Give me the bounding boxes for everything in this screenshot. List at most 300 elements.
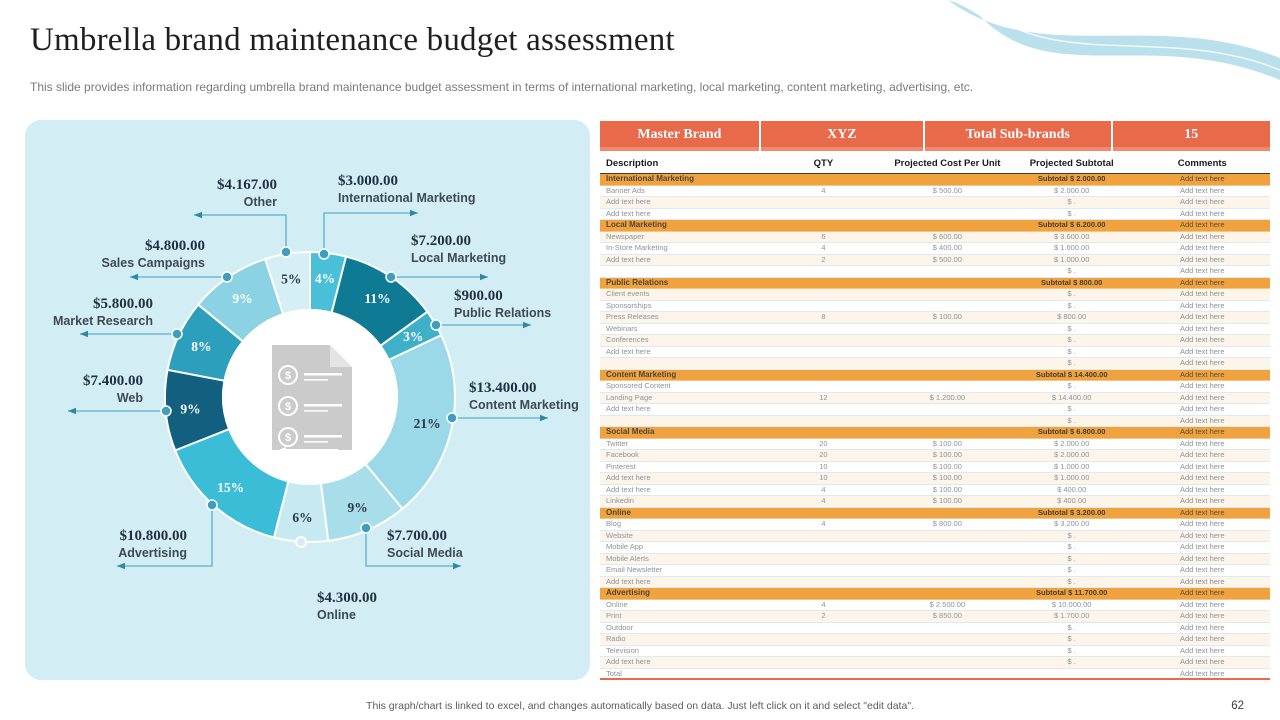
cell: Add text here: [1179, 185, 1225, 195]
cell: 6: [821, 231, 826, 241]
cell: International Marketing: [606, 174, 695, 183]
cell: $ 2.000.00: [1053, 450, 1090, 459]
cell: Subtotal $ 14.400.00: [1035, 369, 1108, 379]
cell: $ .: [1067, 657, 1076, 666]
cell: [600, 416, 761, 427]
callout-label: Web: [116, 391, 143, 405]
cell: $ 400.00: [1057, 484, 1087, 494]
cell: $ .: [1067, 381, 1076, 390]
pie-slice-pct-social-media: 9%: [347, 500, 368, 516]
cell: $ 2.000.00: [1053, 185, 1090, 195]
cell: $ .: [1067, 622, 1076, 632]
section-row-online: [600, 508, 1270, 520]
cell: Outdoor: [606, 622, 634, 632]
cell: 2: [821, 611, 826, 620]
leader-dot-online: [296, 537, 306, 547]
table-row: [600, 554, 1270, 566]
cell: Public Relations: [606, 277, 669, 287]
table-row: [600, 209, 1270, 221]
callout-amount: $10.800.00: [119, 528, 187, 544]
callout-label: Other: [243, 195, 277, 209]
cell: $ .: [1067, 404, 1076, 413]
col-projected-cost: Projected Cost Per Unit: [894, 158, 1001, 169]
table-row: [600, 565, 1270, 577]
callout-amount: $7.200.00: [411, 233, 471, 249]
cell: [886, 301, 1009, 312]
section-row-local-marketing: [600, 220, 1270, 232]
cell: [886, 531, 1009, 542]
cell: Webinars: [606, 323, 638, 333]
cell: Add text here: [1179, 415, 1225, 425]
cell: [1009, 669, 1135, 679]
cell: 4: [821, 484, 826, 494]
leader-arrow-content-marketing: [540, 415, 548, 421]
table-row: [600, 347, 1270, 359]
cell: [761, 577, 886, 588]
cell: [886, 623, 1009, 634]
callout-label: Content Marketing: [469, 398, 579, 412]
cell: [761, 531, 886, 542]
cell: Add text here: [1179, 254, 1225, 264]
cell: $ 100.00: [932, 461, 962, 471]
pie-slice-pct-other: 5%: [281, 271, 302, 287]
cell: Add text here: [606, 346, 651, 356]
cell: Add text here: [606, 208, 651, 218]
cell: $ .: [1067, 553, 1076, 563]
table-row: [600, 634, 1270, 646]
cell: Print: [606, 611, 622, 620]
cell: Landing Page: [606, 392, 653, 402]
table-row: [600, 255, 1270, 267]
table-rows: [600, 174, 1270, 680]
cell: [886, 289, 1009, 300]
cell: [761, 381, 886, 392]
table-row: [600, 197, 1270, 209]
cell: $ 400.00: [1057, 496, 1087, 505]
pie-slice-pct-market-research: 8%: [191, 338, 212, 354]
cell: $ .: [1067, 289, 1076, 298]
callout-web: [83, 373, 143, 407]
cell: $ 1.000.00: [1053, 254, 1090, 264]
cell: Add text here: [1179, 220, 1225, 229]
cell: Linkedin: [606, 496, 634, 505]
pencil-bar-icon: [286, 449, 338, 454]
cell: [886, 266, 1009, 277]
leader-dot-public-relations: [431, 320, 441, 330]
cell: $ 2.000.00: [1053, 438, 1090, 448]
cell: [886, 646, 1009, 657]
section-row-content-marketing: [600, 370, 1270, 382]
table-row: [600, 324, 1270, 336]
table-row: [600, 600, 1270, 612]
cell: [886, 588, 1009, 599]
cell: Add text here: [1179, 358, 1225, 367]
cell: [886, 427, 1009, 438]
cell: Add text here: [1179, 174, 1225, 183]
cell: $ 100.00: [932, 496, 962, 505]
cell: Add text here: [1179, 208, 1225, 218]
dollar-glyph: $: [284, 401, 292, 413]
cell: Add text here: [1179, 588, 1225, 597]
col-comments: Comments: [1177, 158, 1227, 169]
cell: $ .: [1067, 358, 1076, 367]
cell: [761, 278, 886, 289]
callout-amount: $7.400.00: [83, 373, 143, 389]
cell: [761, 427, 886, 438]
leader-arrow-local-marketing: [480, 274, 488, 280]
cell: Press Releases: [606, 312, 659, 321]
cell: Banner Ads: [606, 185, 645, 195]
cell: 4: [821, 243, 826, 252]
cell: Add text here: [1179, 668, 1225, 678]
cell: Add text here: [1179, 300, 1225, 310]
cell: [886, 565, 1009, 576]
cell: [761, 324, 886, 335]
budget-table[interactable]: [600, 121, 1270, 679]
cell: [886, 416, 1009, 427]
document-line: [304, 404, 342, 407]
master-brand-value: XYZ: [761, 121, 925, 151]
pie-slice-pct-international-marketing: 4%: [314, 270, 336, 286]
cell: Sponsored Content: [606, 381, 671, 390]
cell: [761, 623, 886, 634]
cell: [886, 381, 1009, 392]
callout-other: [217, 177, 277, 211]
cell: Add text here: [606, 484, 651, 494]
callout-market-research: [53, 296, 153, 330]
cell: 8: [821, 312, 826, 321]
cell: $ .: [1067, 300, 1076, 310]
leader-dot-social-media: [361, 523, 371, 533]
cell: $ 100.00: [932, 484, 962, 494]
dollar-glyph: $: [284, 370, 292, 382]
cell: [886, 278, 1009, 289]
pie-slice-pct-web: 9%: [180, 401, 201, 417]
leader-arrow-public-relations: [523, 322, 531, 328]
cell: Advertising: [606, 588, 651, 597]
leader-arrow-social-media: [453, 563, 461, 569]
cell: [886, 197, 1009, 208]
cell: $ 100.00: [932, 473, 962, 482]
cell: Content Marketing: [606, 369, 677, 379]
callout-amount: $3.000.00: [338, 173, 398, 189]
cell: [886, 335, 1009, 346]
cell: 10: [819, 461, 828, 471]
cell: 4: [821, 519, 826, 528]
cell: Add text here: [1179, 553, 1225, 563]
cell: $ 800.00: [932, 519, 962, 528]
leader-dot-local-marketing: [386, 272, 396, 282]
cell: [886, 209, 1009, 220]
callout-online: [317, 590, 377, 624]
cell: Social Media: [606, 427, 655, 436]
document-line: [304, 410, 328, 412]
cell: [886, 634, 1009, 645]
cell: Add text here: [1179, 427, 1225, 436]
cell: [886, 220, 1009, 231]
cell: 12: [819, 392, 828, 402]
cell: Add text here: [1179, 576, 1225, 586]
cell: $ .: [1067, 645, 1076, 655]
cell: [886, 508, 1009, 519]
section-row-public-relations: [600, 278, 1270, 290]
table-row: [600, 623, 1270, 635]
cell: Add text here: [1179, 346, 1225, 356]
col-description: Description: [606, 158, 659, 169]
table-master-header: [600, 121, 1270, 151]
table-row: [600, 450, 1270, 462]
callout-social-media: [387, 528, 463, 562]
callout-local-marketing: [411, 233, 506, 267]
cell: [761, 370, 886, 381]
table-row: [600, 416, 1270, 428]
leader-dot-international-marketing: [319, 249, 329, 259]
cell: $ .: [1067, 576, 1076, 586]
cell: Pinterest: [606, 461, 636, 471]
cell: $ .: [1067, 530, 1076, 540]
cell: Add text here: [606, 576, 651, 586]
cell: 10: [819, 473, 828, 482]
cell: [761, 174, 886, 185]
cell: $ .: [1067, 197, 1076, 206]
cell: [761, 266, 886, 277]
pie-slice-pct-public-relations: 3%: [403, 328, 424, 344]
cell: Add text here: [1179, 266, 1225, 275]
cell: $ 500.00: [932, 254, 962, 264]
callout-label: Local Marketing: [411, 251, 507, 265]
cell: Add text here: [1179, 530, 1225, 540]
leader-dot-market-research: [172, 329, 182, 339]
cell: $ 850.00: [932, 611, 962, 620]
table-row: [600, 439, 1270, 451]
cell: Add text here: [1179, 450, 1225, 459]
cell: Mobile Alerts: [606, 553, 649, 563]
cell: [886, 554, 1009, 565]
cell: $ .: [1067, 565, 1076, 574]
cell: $ 14.400.00: [1051, 392, 1092, 402]
cell: Add text here: [1179, 197, 1225, 206]
cell: Add text here: [1179, 565, 1225, 574]
callout-international-marketing: [338, 173, 476, 207]
cell: [761, 508, 886, 519]
cell: Add text here: [606, 254, 651, 264]
cell: Total: [606, 668, 622, 678]
table-row: [600, 335, 1270, 347]
cell: 20: [819, 438, 828, 448]
callout-sales-campaigns: [101, 238, 205, 272]
cell: Add text here: [1179, 645, 1225, 655]
cell: $ .: [1067, 323, 1076, 333]
total-subbrands-value: 15: [1184, 127, 1199, 142]
cell: Mobile App: [606, 542, 644, 551]
cell: [761, 542, 886, 553]
cell: Add text here: [1179, 438, 1225, 448]
table-row: [600, 519, 1270, 531]
cell: Add text here: [1179, 392, 1225, 402]
cell: [600, 358, 761, 369]
cell: Add text here: [1179, 323, 1225, 333]
total-subbrands-label: Total Sub-brands: [925, 121, 1113, 151]
cell: [761, 289, 886, 300]
cell: Subtotal $ 2.000.00: [1037, 174, 1106, 183]
leader-line-international-marketing: [324, 213, 418, 254]
cell: Add text here: [1179, 484, 1225, 494]
callout-amount: $4.167.00: [217, 177, 277, 193]
document-line: [304, 435, 342, 438]
table-row: [600, 186, 1270, 198]
page-subtitle: This slide provides information regarding umbrella brand maintenance budget assessment in terms of international marketing, local marketing, content marketing, advertising, etc.: [30, 80, 974, 94]
cell: $ 100.00: [932, 450, 962, 459]
cell: Add text here: [1179, 461, 1225, 471]
cell: $ 600.00: [932, 231, 962, 241]
cell: $ 2.500.00: [929, 599, 966, 609]
cell: Add text here: [1179, 312, 1225, 321]
callout-content-marketing: [469, 380, 579, 414]
cell: [761, 554, 886, 565]
cell: $ .: [1067, 542, 1076, 551]
cell: $ 100.00: [932, 312, 962, 321]
cell: $ 1.600.00: [1053, 243, 1090, 252]
cell: $ 400.00: [932, 243, 962, 252]
col-projected-subtotal: Projected Subtotal: [1029, 158, 1114, 169]
cell: Online: [606, 599, 628, 609]
section-row-international-marketing: [600, 174, 1270, 186]
cell: Add text here: [1179, 381, 1225, 390]
cell: Client events: [606, 289, 650, 298]
cell: Sponsorships: [606, 300, 652, 310]
cell: Add text here: [1179, 496, 1225, 505]
leader-arrow-web: [68, 408, 76, 414]
cell: Add text here: [1179, 243, 1225, 252]
callout-label: Sales Campaigns: [101, 256, 205, 270]
cell: [761, 301, 886, 312]
table-row: [600, 611, 1270, 623]
cell: [886, 657, 1009, 668]
cell: [600, 266, 761, 277]
cell: 4: [821, 185, 826, 195]
cell: Newspaper: [606, 231, 644, 241]
master-brand-label: Master Brand: [600, 121, 761, 151]
cell: Local Marketing: [606, 220, 667, 229]
cell: [886, 174, 1009, 185]
cell: Subtotal $ 11.700.00: [1036, 588, 1108, 597]
callout-amount: $7.700.00: [387, 528, 447, 544]
table-row: [600, 404, 1270, 416]
table-row: [600, 577, 1270, 589]
table-row: [600, 232, 1270, 244]
cell: Add text here: [1179, 369, 1225, 379]
cell: [761, 220, 886, 231]
cell: Add text here: [1179, 473, 1225, 482]
table-row: [600, 312, 1270, 324]
cell: Add text here: [1179, 335, 1225, 344]
cell: $ 3.600.00: [1053, 231, 1090, 241]
col-qty: QTY: [813, 158, 834, 169]
leader-arrow-sales-campaigns: [130, 274, 138, 280]
callout-public-relations: [454, 288, 551, 322]
cell: $ .: [1067, 415, 1076, 425]
pie-slice-pct-advertising: 15%: [217, 480, 245, 496]
leader-arrow-advertising: [117, 563, 125, 569]
leader-dot-content-marketing: [447, 413, 457, 423]
leader-arrow-market-research: [80, 331, 88, 337]
cell: [761, 358, 886, 369]
cell: [761, 634, 886, 645]
cell: Television: [606, 645, 639, 655]
cell: 2: [821, 254, 826, 264]
table-row: [600, 496, 1270, 508]
cell: [886, 404, 1009, 415]
callout-label: Market Research: [52, 314, 153, 328]
section-row-advertising: [600, 588, 1270, 600]
callout-label: Online: [317, 608, 356, 622]
cell: Blog: [606, 519, 622, 528]
page-number: 62: [1231, 700, 1244, 712]
cell: [761, 404, 886, 415]
cell: [761, 209, 886, 220]
callout-amount: $5.800.00: [93, 296, 153, 312]
cell: Radio: [606, 634, 626, 643]
table-row: [600, 657, 1270, 669]
cell: $ 1.000.00: [1053, 473, 1090, 482]
cell: Twitter: [606, 438, 629, 448]
cell: [886, 669, 1009, 679]
cell: Facebook: [606, 450, 639, 459]
page-title: Umbrella brand maintenance budget assessment: [30, 22, 675, 58]
callout-amount: $4.300.00: [317, 590, 377, 606]
cell: [886, 347, 1009, 358]
document-line: [304, 373, 342, 376]
cell: Add text here: [1179, 634, 1225, 643]
dollar-glyph: $: [284, 432, 292, 444]
callout-label: Public Relations: [454, 306, 552, 320]
cell: 4: [821, 496, 826, 505]
table-row: [600, 266, 1270, 278]
callout-amount: $13.400.00: [469, 380, 537, 396]
cell: $ 800.00: [1057, 312, 1087, 321]
leader-dot-other: [281, 247, 291, 257]
cell: [886, 542, 1009, 553]
table-row: [600, 462, 1270, 474]
leader-arrow-other: [194, 212, 202, 218]
cell: [761, 197, 886, 208]
cell: Add text here: [1179, 611, 1225, 620]
cell: $ 100.00: [932, 438, 962, 448]
cell: [761, 347, 886, 358]
leader-line-other: [194, 215, 286, 252]
cell: Subtotal $ 800.00: [1041, 277, 1103, 287]
cell: $ .: [1067, 346, 1076, 356]
cell: Subtotal $ 6.800.00: [1037, 427, 1106, 436]
callout-label: Advertising: [118, 546, 187, 560]
pie-slice-pct-online: 6%: [292, 509, 313, 525]
cell: [761, 646, 886, 657]
cell: Add text here: [1179, 542, 1225, 551]
cell: Website: [606, 530, 633, 540]
cell: [886, 324, 1009, 335]
cell: Add text here: [606, 404, 651, 413]
cell: [886, 370, 1009, 381]
pie-slice-pct-sales-campaigns: 9%: [232, 290, 253, 306]
cell: Email Newsletter: [606, 565, 663, 574]
cell: Subtotal $ 3.200.00: [1037, 507, 1106, 517]
cell: Add text here: [606, 197, 651, 206]
cell: $ 10.000.00: [1051, 599, 1092, 609]
cell: [761, 669, 886, 679]
cell: Add text here: [1179, 622, 1225, 632]
pie-slice-pct-local-marketing: 11%: [364, 290, 391, 306]
pie-slice-pct-content-marketing: 21%: [413, 416, 441, 432]
